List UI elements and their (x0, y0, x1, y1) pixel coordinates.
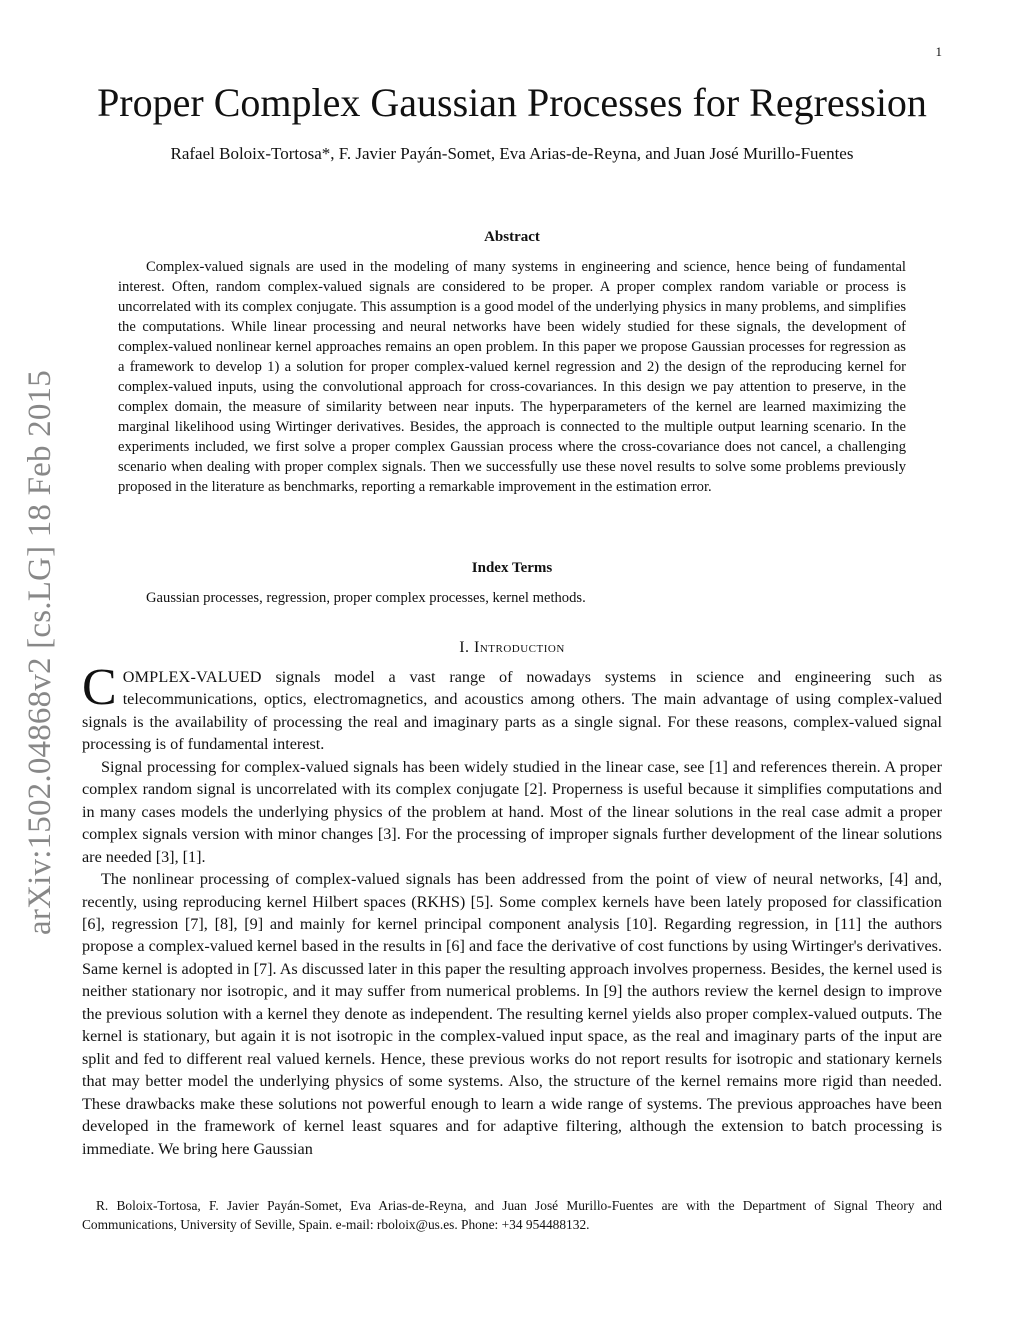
arxiv-identifier-text: arXiv:1502.04868v2 [cs.LG] 18 Feb 2015 (21, 370, 58, 935)
introduction-body (82, 659, 942, 1160)
paper-title: Proper Complex Gaussian Processes for Regression (97, 80, 927, 125)
intro-paragraph-1-text: signals model a vast range of nowadays systems in science and engineering such as telecommunications, optics, electromagnetics, and acoustics among others. The main advantage of using complex-valued signals is the availability of processing the real and imaginary parts as a single signal. For these reasons, complex-valued signal processing is of fundamental interest. (82, 668, 942, 754)
section-title: Introduction (474, 639, 565, 656)
page-number: 1 (935, 44, 942, 59)
paper-authors: Rafael Boloix-Tortosa*, F. Javier Payán-Somet, Eva Arias-de-Reyna, and Juan José Murillo-Fuentes (170, 144, 854, 163)
index-terms-heading: Index Terms (471, 560, 553, 576)
abstract-text: Complex-valued signals are used in the modeling of many systems in engineering and science, hence being of fundamental interest. Often, random complex-valued signals are considered to be proper. A proper complex random variable or process is uncorrelated with its complex conjugate. This assumption is a good model of the underlying physics in many problems, and simplifies the computations. While linear processing and neural networks have been widely studied for these signals, the development of complex-valued nonlinear kernel approaches remains an open problem. In this paper we propose Gaussian processes for regression as a framework to develop 1) a solution for proper complex-valued kernel regression and 2) the design of the reproducing kernel for complex-valued inputs, using the convolutional approach for cross-covariances. In this design we pay attention to preserve, in the complex domain, the measure of similarity between near inputs. The hyperparameters of the kernel are learned maximizing the marginal likelihood using Wirtinger derivatives. Besides, the approach is connected to the multiple output learning scenario. In the experiments included, we first solve a proper complex Gaussian process where the cross-covariance does not cancel, a challenging scenario when dealing with proper complex signals. Then we successfully use these novel results to solve some problems previously proposed in the literature as benchmarks, reporting a remarkable improvement in the estimation error. (118, 259, 906, 495)
intro-paragraph-3: The nonlinear processing of complex-valued signals has been addressed from the point of view of neural networks, [4] and, recently, using reproducing kernel Hilbert spaces (RKHS) [5]. Some complex kernels have been lately proposed for classification [6], regression [7], [8], [9] and mainly for kernel principal component analysis [10]. Regarding regression, in [11] the authors propose a complex-valued kernel based in the results in [6] and face the derivative of cost functions by using Wirtinger's derivatives. Same kernel is adopted in [7]. As discussed later in this paper the resulting approach involves properness. Besides, the kernel used is neither stationary nor isotropic, and it may suffer from numerical problems. In [9] the authors review the kernel design to improve the previous solution with a kernel they denote as independent. The resulting kernel yields also proper complex-valued outputs. The kernel is stationary, but again it is not isotropic in the complex-valued input space, as the real and imaginary parts of the input are split and fed to different real valued kernels. Hence, these previous works do not report results for isotropic and stationary kernels that may better model the underlying physics of some systems. Also, the structure of the kernel remains more rigid than needed. These drawbacks make these solutions not powerful enough to learn a wide range of systems. The previous approaches have been developed in the framework of kernel least squares and for adaptive filtering, although the extension to batch processing is immediate. We bring here Gaussian (82, 870, 942, 1158)
introduction-heading (0, 638, 1024, 658)
affiliation-footnote: R. Boloix-Tortosa, F. Javier Payán-Somet, Eva Arias-de-Reyna, and Juan José Murillo-Fuentes are with the Department of Signal Theory and Communications, University of Seville, Spain. e-mail: rboloix@us.es. Phone: +34 954488132. (82, 1198, 942, 1232)
lead-caps: OMPLEX-VALUED (122, 668, 262, 686)
drop-cap: C (82, 659, 117, 716)
section-numeral: I. (459, 639, 475, 656)
intro-paragraph-1 (82, 659, 942, 756)
abstract-heading: Abstract (484, 229, 540, 245)
index-terms-text: Gaussian processes, regression, proper complex processes, kernel methods. (146, 590, 586, 606)
intro-paragraph-2: Signal processing for complex-valued signals has been widely studied in the linear case, see [1] and references therein. A proper complex random signal is uncorrelated with its complex conjugate [2]. Properness is useful because it simplifies computations and in many cases models the underlying physics of the problem at hand. Most of the linear solutions in the real case admit a proper complex signals version with minor changes [3]. For the processing of improper signals further development of the linear solutions are needed [3], [1]. (82, 757, 942, 866)
